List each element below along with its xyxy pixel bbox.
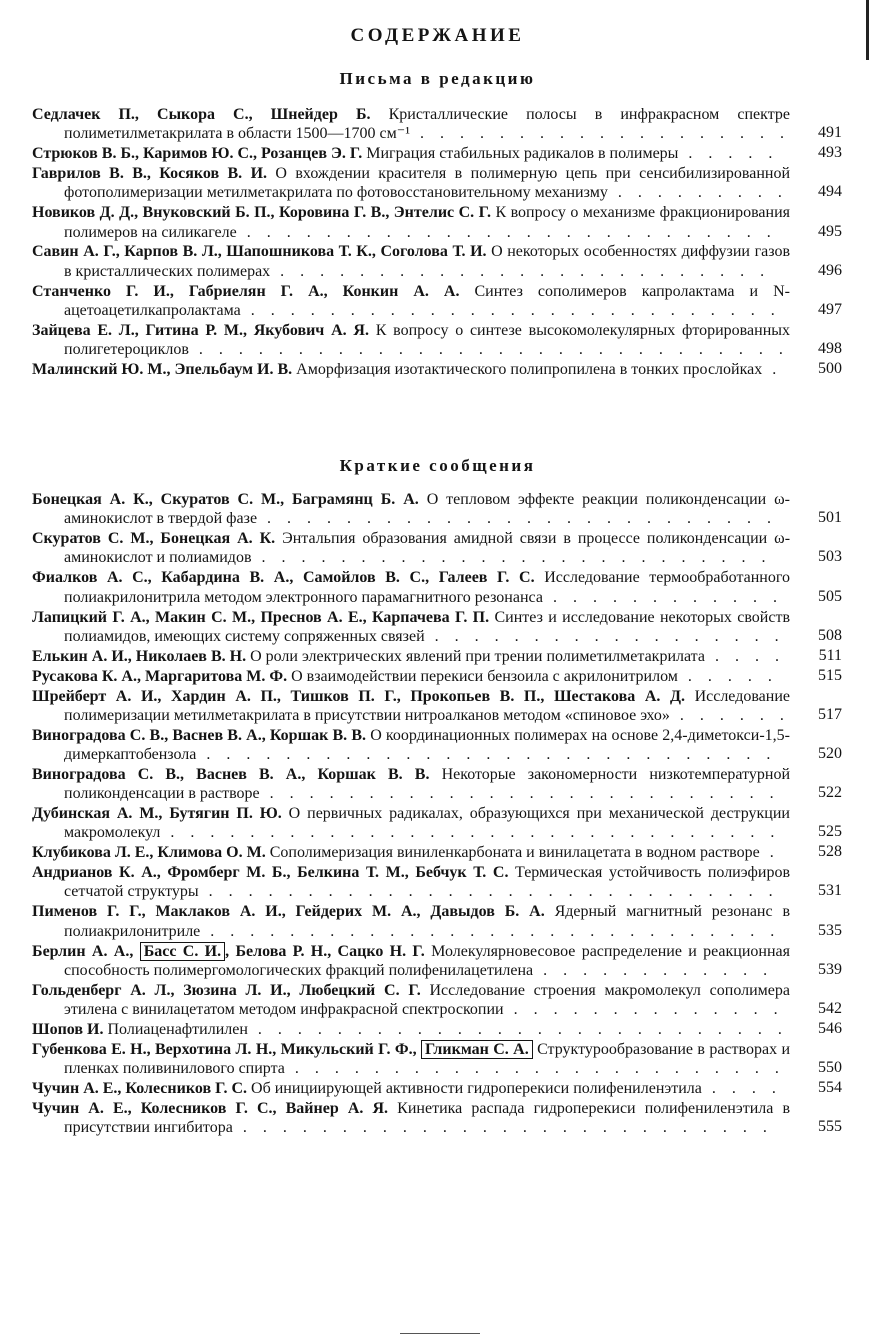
entry-authors: Елькин А. И., Николаев В. Н. [32, 647, 247, 665]
entry-authors: Станченко Г. И., Габриелян Г. А., Конкин А. А. [32, 282, 460, 300]
entry-authors: Гаврилов В. В., Косяков В. И. [32, 165, 268, 183]
entry-page-number: 497 [818, 300, 842, 318]
toc-entry [32, 321, 842, 360]
entry-title: Полиаценафтилилен [107, 1020, 248, 1038]
entry-title: Некоторые закономерности низкотемпературной поликонденсации в растворе [64, 765, 791, 803]
entry-body [32, 942, 790, 981]
entry-title: Об инициирующей активности гидроперекиси полифениленэтила [251, 1080, 702, 1097]
entry-body [32, 242, 790, 281]
entry-authors: Русакова К. А., Маргаритова М. Ф. [32, 667, 288, 685]
leader-dots: . . . . . [678, 145, 779, 163]
leader-dots: . . . . . . . . . . . . [542, 588, 783, 606]
section-heading-short-reports: Краткие сообщения [339, 456, 536, 475]
entry-body [32, 282, 790, 321]
entry-page-number: 491 [818, 124, 842, 142]
leader-dots: . [762, 361, 783, 379]
entry-title: О тепловом эффекте реакции поликонденсации ω-аминокислот в твердой фазе [64, 491, 790, 528]
entry-title: Исследование строения макромолекул сополимера этилена с винилацетатом методом инфракрасной спектроскопии [64, 981, 791, 1019]
entry-title: Исследование полимеризации метилметакрилата в присутствии нитроалканов методом «спиновое эхо» [64, 687, 791, 724]
leader-dots: . . . . . . . . . . . . . . . . . . . . . . . . . . . . . [200, 922, 781, 940]
entry-authors: Зайцева Е. Л., Гитина Р. М., Якубович А. Я. [32, 321, 369, 339]
toc-entry [32, 568, 842, 607]
entry-authors: Чучин А. Е., Колесников Г. С., Вайнер А. Я. [32, 1099, 389, 1117]
entry-title: Кристаллические полосы в инфракрасном спектре полиметилметакрилата в области 1500—1700 см⁻¹ [64, 106, 791, 143]
leader-dots: . . . . [701, 1080, 782, 1097]
entry-title: Кинетика распада гидроперекиси полифениленэтила в присутствии ингибитора [64, 1099, 791, 1137]
entry-page-number: 520 [818, 745, 842, 763]
leader-dots: . . . . . . . . . . . . . . . . . . . . . . . . . . . . . . . [160, 824, 781, 842]
entry-title: Термическая устойчивость полиэфиров сетчатой структуры [64, 864, 790, 901]
entry-authors: Берлин А. А., [32, 942, 134, 960]
short-reports-entry-list [0, 490, 875, 1137]
entry-authors: Виноградова С. В., Васнев В. А., Коршак В. В. [32, 765, 430, 783]
entry-title: К вопросу о синтезе высокомолекулярных фторированных полигетероциклов [64, 321, 791, 359]
entry-body [32, 203, 790, 242]
toc-entry [32, 144, 842, 163]
leader-dots: . . . . . . [669, 706, 790, 724]
page-title: СОДЕРЖАНИЕ [350, 25, 525, 46]
toc-entry [32, 360, 842, 379]
entry-page-number: 555 [818, 1118, 842, 1136]
entry-authors: Стрюков В. Б., Каримов Ю. С., Розанцев Э. Г. [32, 145, 363, 163]
entry-body [32, 360, 790, 379]
entry-title: Ядерный магнитный резонанс в полиакрилонитриле [64, 903, 790, 940]
entry-title: К вопросу о механизме фракционирования полимеров на силикагеле [64, 204, 791, 241]
entry-title: Аморфизация изотактического полипропилена в тонких прослойках [296, 361, 763, 379]
entry-page-number: 500 [818, 360, 842, 378]
toc-entry [32, 529, 842, 568]
toc-entry [32, 242, 842, 281]
toc-entry [32, 981, 842, 1020]
leader-dots: . . . . . . . . . [607, 184, 788, 202]
entry-page-number: 496 [818, 261, 842, 279]
entry-authors: Пименов Г. Г., Маклаков А. И., Гейдерих М. А., Давыдов Б. А. [32, 903, 545, 921]
entry-title: Миграция стабильных радикалов в полимеры [366, 145, 679, 163]
entry-authors: Лапицкий Г. А., Макин С. М., Преснов А. Е., Карпачева Г. П. [32, 608, 490, 626]
entry-title: О первичных радикалах, образующихся при механической деструкции макромолекул [64, 805, 790, 842]
entry-authors-boxed: Гликман С. А. [421, 1040, 533, 1059]
toc-entry [32, 804, 842, 843]
toc-entry [32, 1079, 842, 1098]
toc-entry [32, 164, 842, 203]
entry-authors: Дубинская А. М., Бутягин П. Ю. [32, 805, 282, 823]
entry-title: О вхождении красителя в полимерную цепь при сенсибилизированной фотополимеризации метилметакрилата по фотовосстановительному механизму [64, 165, 791, 202]
entry-body [32, 804, 790, 843]
entry-body [32, 568, 790, 607]
entry-body [32, 529, 790, 568]
leader-dots: . . . . . . . . . . . . . . . . . . . . . . . . . . . [232, 1119, 773, 1137]
toc-entry [32, 203, 842, 242]
entry-authors: Шопов И. [32, 1020, 104, 1038]
entry-authors: Шрейберт А. И., Хардин А. П., Тишков П. Г., Прокопьев В. П., Шестакова А. Д. [32, 687, 685, 705]
entry-authors: Чучин А. Е., Колесников Г. С. [32, 1080, 248, 1097]
entry-page-number: 522 [818, 784, 842, 802]
toc-entry [32, 687, 842, 726]
entry-page-number: 498 [818, 340, 842, 358]
toc-entry [32, 1040, 842, 1079]
toc-entry [32, 1099, 842, 1138]
leader-dots: . . . . . . . . . . . . . . . . . . . . . . . . . . . . . [196, 746, 777, 764]
entry-body [32, 1099, 790, 1138]
entry-page-number: 550 [818, 1059, 842, 1077]
entry-authors: Седлачек П., Сыкора С., Шнейдер Б. [32, 106, 371, 123]
entry-title: О роли электрических явлений при трении полиметилметакрилата [250, 647, 705, 665]
leader-dots: . . . . . . . . . . . . . . . . . . . . . . . . . . . [236, 223, 777, 241]
entry-authors: Клубикова Л. Е., Климова О. М. [32, 844, 266, 862]
entry-page-number: 501 [818, 509, 842, 527]
toc-entry [32, 843, 842, 862]
entry-authors: Андрианов К. А., Фромберг М. Б., Белкина Т. М., Бебчук Т. С. [32, 864, 509, 882]
entry-page-number: 531 [818, 882, 842, 900]
entry-page-number: 508 [818, 626, 842, 644]
entry-page-number: 511 [818, 646, 842, 664]
entry-authors: Фиалков А. С., Кабардина В. А., Самойлов В. С., Галеев Г. С. [32, 569, 535, 587]
leader-dots: . . . . . . . . . . . . . . . . . . . . . . . . . . . . . [198, 883, 779, 901]
entry-page-number: 525 [818, 823, 842, 841]
entry-authors: Скуратов С. М., Бонецкая А. К. [32, 530, 276, 548]
toc-entry [32, 863, 842, 902]
entry-body [32, 902, 790, 941]
entry-title: Структурообразование в растворах и пленках поливинилового спирта [64, 1040, 791, 1078]
entry-authors: Савин А. Г., Карпов В. Л., Шапошникова Т. К., Соголова Т. И. [32, 243, 487, 261]
entry-page-number: 493 [818, 144, 842, 162]
entry-page-number: 528 [818, 843, 842, 861]
toc-entry [32, 105, 842, 144]
toc-entry [32, 666, 842, 686]
leader-dots: . . . . . . . . . . . . . . . . . . . . . . . . . . [251, 549, 772, 567]
entry-page-number: 546 [818, 1019, 842, 1037]
toc-entry [32, 902, 842, 941]
leader-dots: . . . . . . . . . . . . . . . . . . [424, 627, 785, 645]
entry-title: Молекулярновесовое распределение и реакционная способность полимергомологических фракций полифенилацетилена [64, 942, 791, 979]
leader-dots: . . . . [704, 647, 785, 665]
entry-authors: Бонецкая А. К., Скуратов С. М., Баграмянц Б. А. [32, 491, 419, 508]
entry-authors: Виноградова С. В., Васнев В. А., Коршак В. В. [32, 726, 366, 744]
leader-dots: . . . . . . . . . . . . . . . . . . . . . . . . . . [259, 785, 780, 803]
letters-entry-list [0, 105, 875, 379]
entry-page-number: 505 [818, 587, 842, 605]
bottom-rule [400, 1333, 480, 1334]
leader-dots: . . . . . . . . . . . . . . . . . . . [409, 125, 790, 143]
entry-body [32, 1079, 790, 1098]
entry-authors: Новиков Д. Д., Внуковский Б. П., Коровина Г. В., Энтелис С. Г. [32, 204, 491, 222]
entry-authors: Малинский Ю. М., Эпельбаум И. В. [32, 361, 293, 379]
leader-dots: . . . . . . . . . . . . . . [503, 1001, 784, 1019]
leader-dots: . . . . . . . . . . . . [533, 961, 774, 979]
leader-dots: . . . . . . . . . . . . . . . . . . . . . . . . . [284, 1060, 785, 1078]
leader-dots: . . . . . . . . . . . . . . . . . . . . . . . . . . . [240, 301, 781, 319]
entry-authors: , Белова Р. Н., Сацко Н. Г. [225, 942, 425, 960]
entry-page-number: 542 [818, 1000, 842, 1018]
entry-page-number: 539 [818, 960, 842, 978]
entry-body [32, 1040, 790, 1079]
entry-body [32, 608, 790, 647]
toc-entry [32, 490, 842, 529]
entry-page-number: 535 [818, 921, 842, 939]
leader-dots: . . . . . . . . . . . . . . . . . . . . . . . . . . [257, 510, 778, 528]
entry-body [32, 144, 790, 163]
entry-authors: Гольденберг А. Л., Зюзина Л. И., Любецкий С. Г. [32, 981, 421, 999]
leader-dots: . [759, 844, 780, 862]
entry-page-number: 515 [818, 666, 842, 684]
entry-body [32, 321, 790, 360]
entry-authors-boxed: Басс С. И. [140, 942, 225, 961]
toc-entry [32, 726, 842, 765]
toc-entry [32, 608, 842, 647]
entry-body [32, 667, 790, 686]
entry-page-number: 554 [818, 1079, 842, 1096]
entry-title: О координационных полимерах на основе 2,4-диметокси-1,5-димеркаптобензола [64, 726, 791, 764]
entry-body [32, 863, 790, 902]
entry-title: О некоторых особенностях диффузии газов в кристаллических полимерах [64, 243, 791, 280]
entry-page-number: 494 [818, 183, 842, 201]
entry-body [32, 981, 790, 1020]
entry-body [32, 105, 790, 144]
entry-title: Сополимеризация виниленкарбоната и винилацетата в водном растворе [269, 844, 760, 862]
toc-entry [32, 646, 842, 666]
entry-body [32, 647, 790, 666]
section-heading-letters: Письма в редакцию [339, 69, 536, 88]
entry-title: О взаимодействии перекиси бензоила с акрилонитрилом [291, 667, 678, 685]
toc-entry [32, 942, 842, 981]
leader-dots: . . . . . . . . . . . . . . . . . . . . . . . . . . . . . . [188, 341, 789, 359]
entry-authors: Губенкова Е. Н., Верхотина Л. Н., Микульский Г. Ф., [32, 1040, 417, 1058]
leader-dots: . . . . . . . . . . . . . . . . . . . . . . . . . [270, 262, 771, 280]
entry-title: Исследование термообработанного полиакрилонитрила методом электронного парамагнитного резонанса [64, 569, 791, 606]
entry-body [32, 843, 790, 862]
toc-entry [32, 282, 842, 321]
entry-body [32, 726, 790, 765]
entry-page-number: 503 [818, 548, 842, 566]
entry-title: Синтез сополимеров капролактама и N-ацетоацетилкапролактама [64, 282, 790, 319]
entry-body [32, 490, 790, 529]
toc-entry [32, 765, 842, 804]
entry-title: Энтальпия образования амидной связи в процессе поликонденсации ω-аминокислот и полиамидов [64, 530, 791, 567]
entry-body [32, 765, 790, 804]
leader-dots: . . . . . . . . . . . . . . . . . . . . . . . . . . . [247, 1020, 788, 1038]
entry-body [32, 164, 790, 203]
toc-entry [32, 1019, 842, 1039]
leader-dots: . . . . . [677, 667, 778, 685]
entry-page-number: 495 [818, 222, 842, 240]
entry-title: Синтез и исследование некоторых свойств полиамидов, имеющих систему сопряженных связей [64, 608, 791, 645]
entry-page-number: 517 [818, 705, 842, 723]
entry-body [32, 1020, 790, 1039]
entry-body [32, 687, 790, 726]
